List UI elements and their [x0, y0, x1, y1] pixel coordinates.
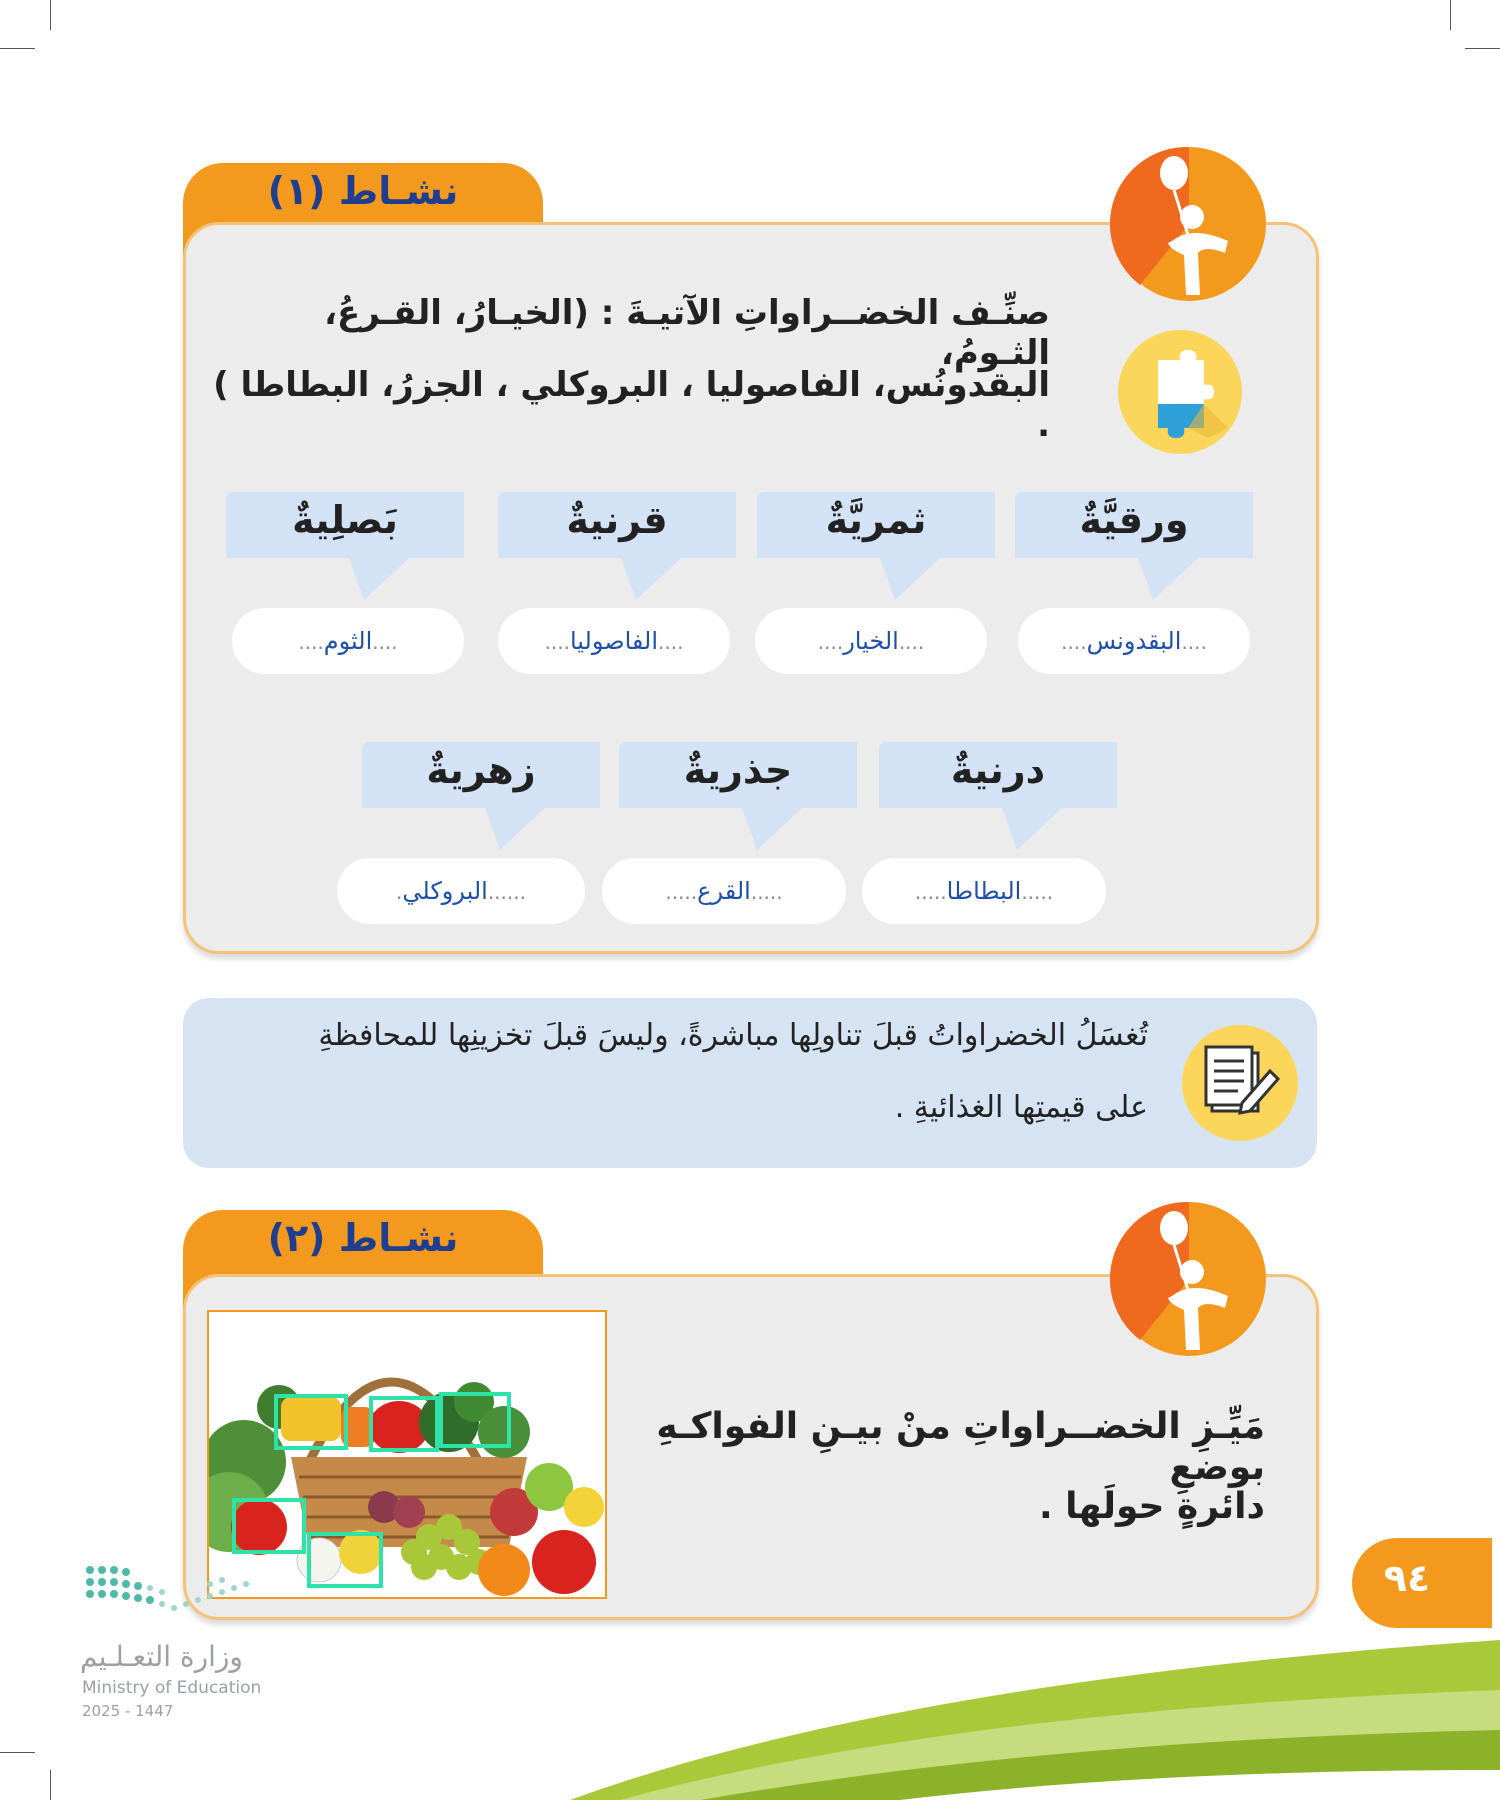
- answer-text: الثوم: [323, 627, 373, 655]
- category-bulb: [226, 492, 464, 604]
- answer-text: القرع: [697, 877, 751, 905]
- activity-person-balloon-icon: [1110, 1200, 1268, 1358]
- answer-text: الفاصوليا: [569, 627, 659, 655]
- activity1-question-line2: البقدونُس، الفاصوليا ، البروكلي ، الجزرُ، البطاطا ) .: [213, 365, 1050, 445]
- activity2-question-line1: مَيِّـزِ الخضــراواتِ منْ بيـنِ الفواكـهِ بوضعِ: [656, 1406, 1265, 1488]
- answer-text: الخيار: [843, 627, 899, 655]
- ministry-year: 2025 - 1447: [82, 1702, 174, 1720]
- category-flower: [362, 742, 600, 854]
- category-leafy: [1015, 492, 1253, 604]
- answer-field-fruit[interactable]: ....الخيار....: [755, 608, 987, 674]
- category-legume: [498, 492, 736, 604]
- crop-mark: [0, 48, 35, 49]
- answer-field-bulb[interactable]: ....الثوم....: [232, 608, 464, 674]
- crop-mark: [1465, 48, 1500, 49]
- category-label: درنيةٌ: [950, 748, 1046, 792]
- note-line2: على قيمتِها الغذائيةِ .: [894, 1090, 1148, 1125]
- answer-text: البروكلي: [402, 877, 488, 905]
- activity-person-balloon-icon: [1110, 145, 1268, 303]
- vegetable-basket-image: [207, 1310, 607, 1599]
- category-root: [619, 742, 857, 854]
- activity2-title: نشـاط (٢): [267, 1216, 459, 1260]
- category-fruit: [757, 492, 995, 604]
- ministry-name-en: Ministry of Education: [82, 1678, 262, 1698]
- ministry-logo: [80, 1560, 270, 1630]
- category-label: زهريةٌ: [426, 748, 536, 792]
- answer-field-tuber[interactable]: .....البطاطا.....: [862, 858, 1106, 924]
- activity2-question-line2: دائرةٍ حولَها .: [1038, 1486, 1265, 1527]
- category-tuber: [879, 742, 1117, 854]
- answer-field-leafy[interactable]: ....البقدونس....: [1018, 608, 1250, 674]
- category-label: بَصلِيةٌ: [292, 498, 398, 542]
- category-label: ثمريَّةٌ: [825, 498, 927, 542]
- category-label: قرنيةٌ: [566, 498, 668, 542]
- activity1-title: نشـاط (١): [267, 169, 459, 213]
- answer-field-legume[interactable]: ....الفاصوليا....: [498, 608, 730, 674]
- crop-mark: [1450, 0, 1451, 30]
- answer-field-flower[interactable]: ......البروكلي.: [337, 858, 585, 924]
- answer-text: البطاطا: [946, 877, 1022, 905]
- activity1-question-line1: صنِّـف الخضــراواتِ الآتيـةَ : (الخيـارُ، القـرعُ، الثـومُ،: [324, 293, 1050, 373]
- answer-text: البقدونس: [1086, 627, 1182, 655]
- category-label: جذريةٌ: [683, 748, 793, 792]
- answer-field-root[interactable]: .....القرع.....: [602, 858, 846, 924]
- note-line1: تُغسَلُ الخضراواتُ قبلَ تناولِها مباشرةً، وليسَ قبلَ تخزينِها للمحافظةِ: [318, 1018, 1148, 1053]
- page-number: ٩٤: [1383, 1556, 1431, 1600]
- crop-mark: [50, 0, 51, 30]
- notepad-pencil-icon: [1182, 1025, 1298, 1141]
- ministry-name-ar: وزارة التعـلـيم: [80, 1640, 243, 1673]
- puzzle-icon: [1118, 330, 1242, 454]
- category-label: ورقيَّةٌ: [1079, 498, 1189, 542]
